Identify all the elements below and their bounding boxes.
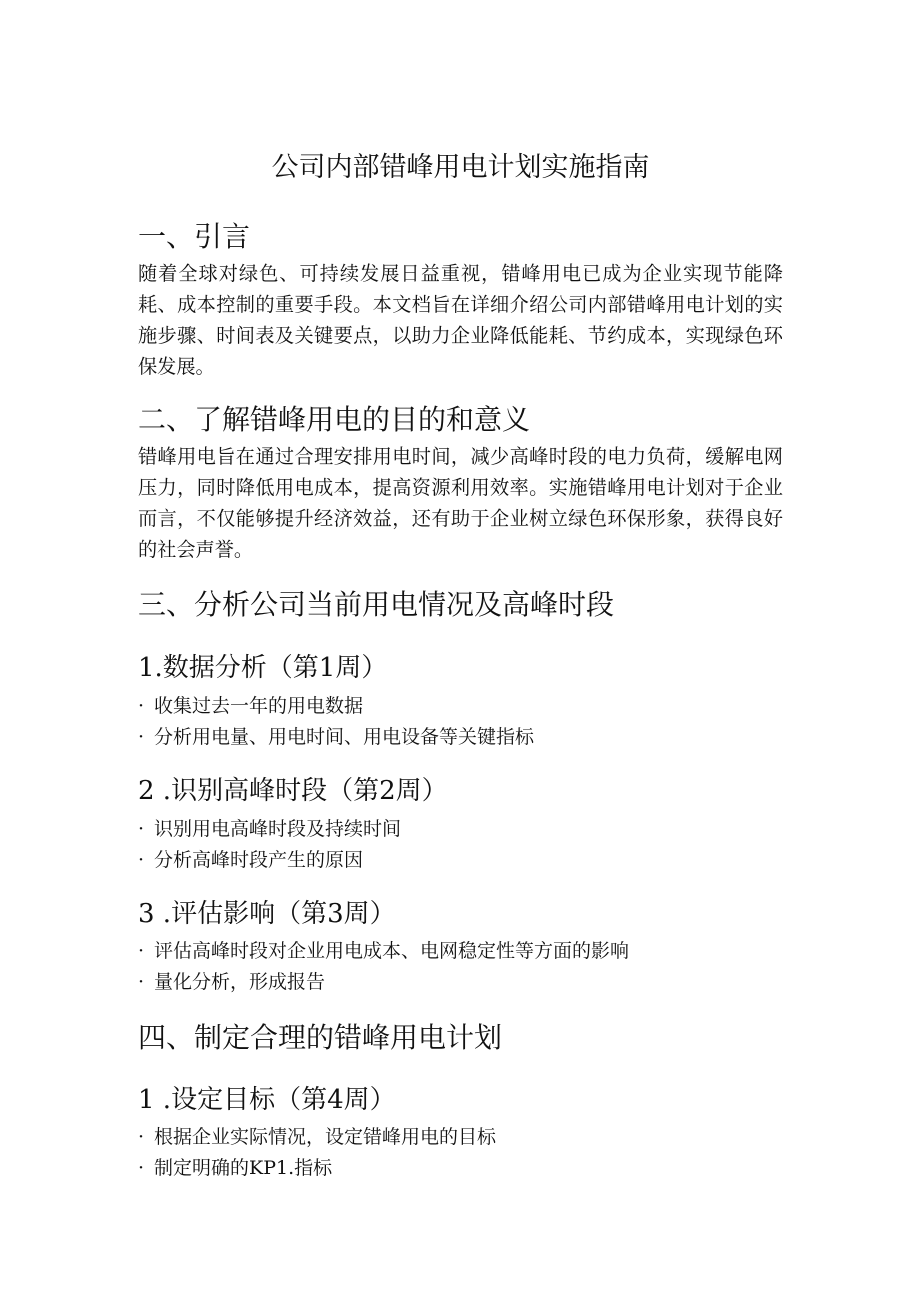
bullet-icon: · [138, 695, 145, 717]
document-title: 公司内部错峰用电计划实施指南 [271, 152, 650, 183]
bullet-icon: · [138, 1157, 145, 1179]
list-item: · 识别用电高峰时段及持续时间 [138, 814, 401, 845]
bullet-list-data-analysis [138, 691, 534, 753]
list-item: · 收集过去一年的用电数据 [138, 691, 534, 722]
list-item: · 制定明确的KP1.指标 [138, 1153, 496, 1184]
list-item: · 分析高峰时段产生的原因 [138, 845, 401, 876]
subsection-heading-impact: 3 .评估影响（第3周） [138, 899, 396, 929]
subsection-heading-peak-identify: 2 .识别高峰时段（第2周） [138, 776, 448, 806]
bullet-list-set-goals [138, 1122, 496, 1184]
bullet-list-impact [138, 936, 629, 998]
bullet-icon: · [138, 849, 145, 871]
subsection-heading-data-analysis: 1.数据分析（第1周） [138, 653, 388, 683]
bullet-icon: · [138, 971, 145, 993]
section-paragraph-intro: 随着全球对绿色、可持续发展日益重视，错峰用电已成为企业实现节能降耗、成本控制的重要手段。本文档旨在详细介绍公司内部错峰用电计划的实施步骤、时间表及关键要点，以助力企业降低能耗、节约成本，实现绿色环保发展。 [138, 262, 783, 378]
list-item: · 评估高峰时段对企业用电成本、电网稳定性等方面的影响 [138, 936, 629, 967]
list-item: · 根据企业实际情况，设定错峰用电的目标 [138, 1122, 496, 1153]
list-item: · 量化分析，形成报告 [138, 967, 629, 998]
bullet-icon: · [138, 726, 145, 748]
bullet-list-peak-identify [138, 814, 401, 876]
bullet-icon: · [138, 818, 145, 840]
section-heading-plan: 四、制定合理的错峰用电计划 [138, 1021, 503, 1054]
list-item: · 分析用电量、用电时间、用电设备等关键指标 [138, 722, 534, 753]
bullet-icon: · [138, 1126, 145, 1148]
section-heading-analysis: 三、分析公司当前用电情况及高峰时段 [138, 588, 615, 621]
section-heading-intro: 一、引言 [138, 220, 251, 253]
bullet-icon: · [138, 940, 145, 962]
subsection-heading-set-goals: 1 .设定目标（第4周） [138, 1085, 396, 1115]
section-heading-purpose: 二、了解错峰用电的目的和意义 [138, 403, 531, 436]
section-paragraph-purpose: 错峰用电旨在通过合理安排用电时间，减少高峰时段的电力负荷，缓解电网压力，同时降低用电成本，提高资源利用效率。实施错峰用电计划对于企业而言，不仅能够提升经济效益，还有助于企业树立绿色环保形象，获得良好的社会声誉。 [138, 445, 783, 561]
